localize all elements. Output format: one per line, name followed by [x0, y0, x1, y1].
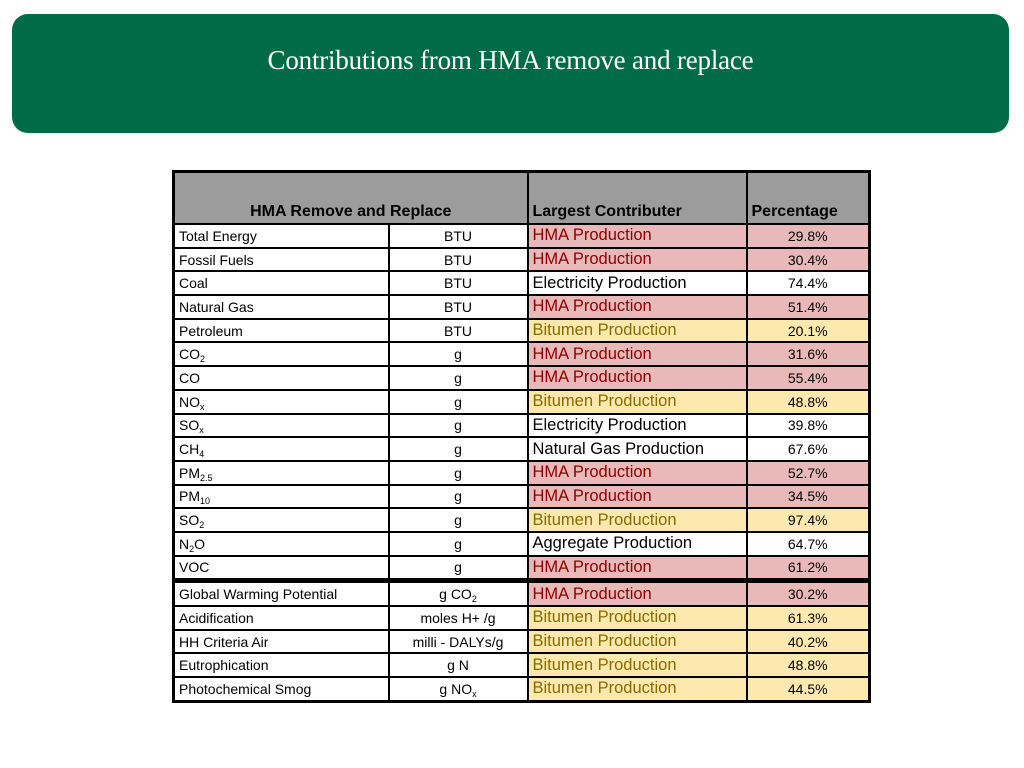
- contributions-table: [172, 170, 871, 703]
- row-unit: [389, 677, 528, 701]
- row-name-text: HH Criteria Air: [179, 633, 269, 650]
- table-row: [174, 461, 870, 485]
- row-name: [174, 532, 389, 556]
- row-name-text: NO: [179, 393, 200, 410]
- row-name: [174, 390, 389, 414]
- row-unit-text: BTU: [444, 251, 472, 268]
- table-row: [174, 271, 870, 295]
- row-name-text: Petroleum: [179, 322, 243, 339]
- row-unit: [389, 606, 528, 630]
- row-percentage: 61.2%: [747, 556, 870, 581]
- row-largest-contributer: Bitumen Production: [528, 508, 747, 532]
- row-name-text: CO: [179, 346, 200, 363]
- row-name: [174, 271, 389, 295]
- table-row: [174, 653, 870, 677]
- row-name-subscript: 10: [200, 496, 211, 507]
- row-name: [174, 248, 389, 272]
- row-largest-contributer: HMA Production: [528, 248, 747, 272]
- row-largest-contributer: Bitumen Production: [528, 606, 747, 630]
- row-percentage: 34.5%: [747, 485, 870, 509]
- row-name-text: Total Energy: [179, 227, 257, 244]
- row-largest-contributer: HMA Production: [528, 342, 747, 366]
- row-name-text: VOC: [179, 559, 210, 576]
- row-name: [174, 581, 389, 606]
- row-percentage: 67.6%: [747, 437, 870, 461]
- row-name: [174, 342, 389, 366]
- table-row: [174, 485, 870, 509]
- row-percentage: 48.8%: [747, 653, 870, 677]
- row-unit-subscript: 2: [471, 594, 477, 605]
- row-name: [174, 630, 389, 654]
- row-name-text: Coal: [179, 275, 208, 292]
- title-banner: [12, 14, 1009, 133]
- row-name: [174, 295, 389, 319]
- table-row: [174, 224, 870, 248]
- row-percentage: 20.1%: [747, 319, 870, 343]
- row-percentage: 44.5%: [747, 677, 870, 701]
- row-name-text: PM: [179, 464, 200, 481]
- row-percentage: 74.4%: [747, 271, 870, 295]
- table-row: [174, 390, 870, 414]
- row-percentage: 55.4%: [747, 366, 870, 390]
- row-largest-contributer: Aggregate Production: [528, 532, 747, 556]
- row-unit: [389, 461, 528, 485]
- row-unit: [389, 271, 528, 295]
- row-percentage: 40.2%: [747, 630, 870, 654]
- table-row: [174, 366, 870, 390]
- table-row: [174, 295, 870, 319]
- row-name-subscript: 4: [199, 449, 205, 460]
- table-row: [174, 630, 870, 654]
- table-row: [174, 606, 870, 630]
- table-row: [174, 414, 870, 438]
- row-unit: [389, 508, 528, 532]
- table-body: [174, 224, 870, 701]
- row-percentage: 51.4%: [747, 295, 870, 319]
- row-name-subscript: 2: [199, 520, 205, 531]
- row-name-text: SO: [179, 512, 200, 529]
- row-name: [174, 224, 389, 248]
- row-unit: [389, 556, 528, 581]
- row-largest-contributer: Bitumen Production: [528, 677, 747, 701]
- row-largest-contributer: HMA Production: [528, 485, 747, 509]
- row-name-suffix: O: [194, 535, 206, 552]
- row-unit-text: milli - DALYs/g: [412, 633, 504, 650]
- row-name: [174, 366, 389, 390]
- row-largest-contributer: Bitumen Production: [528, 390, 747, 414]
- row-largest-contributer: Bitumen Production: [528, 319, 747, 343]
- contributions-table-container: [172, 170, 868, 703]
- table-row: [174, 677, 870, 701]
- row-name-text: SO: [179, 417, 200, 434]
- row-unit: [389, 532, 528, 556]
- row-unit: [389, 224, 528, 248]
- row-name-subscript: 2: [189, 543, 195, 554]
- header-largest-contributer: Largest Contributer: [528, 172, 747, 225]
- row-unit-text: BTU: [444, 298, 472, 315]
- row-name-subscript: x: [199, 425, 204, 436]
- row-largest-contributer: HMA Production: [528, 461, 747, 485]
- row-name-text: Global Warming Potential: [179, 586, 338, 603]
- row-percentage: 29.8%: [747, 224, 870, 248]
- row-name: [174, 677, 389, 701]
- row-name-text: Natural Gas: [179, 298, 254, 315]
- row-largest-contributer: Electricity Production: [528, 414, 747, 438]
- row-percentage: 31.6%: [747, 342, 870, 366]
- row-largest-contributer: Natural Gas Production: [528, 437, 747, 461]
- row-name: [174, 437, 389, 461]
- row-unit-text: g: [454, 417, 462, 434]
- row-percentage: 64.7%: [747, 532, 870, 556]
- header-hma-remove-replace: HMA Remove and Replace: [174, 172, 528, 225]
- row-unit-text: g N: [447, 657, 469, 674]
- row-unit: [389, 485, 528, 509]
- row-largest-contributer: Electricity Production: [528, 271, 747, 295]
- table-row: [174, 556, 870, 581]
- row-unit: [389, 414, 528, 438]
- row-name-text: Acidification: [179, 609, 254, 626]
- row-name-subscript: 2.5: [200, 472, 213, 483]
- row-unit-text: g: [454, 488, 462, 505]
- row-percentage: 52.7%: [747, 461, 870, 485]
- row-unit-text: moles H+ /g: [420, 609, 496, 626]
- row-unit-text: g CO: [439, 586, 472, 603]
- row-name-text: N: [179, 535, 190, 552]
- row-percentage: 48.8%: [747, 390, 870, 414]
- row-unit: [389, 653, 528, 677]
- page-title: Contributions from HMA remove and replace: [267, 45, 754, 75]
- row-name-subscript: x: [200, 401, 205, 412]
- row-name: [174, 508, 389, 532]
- row-unit: [389, 295, 528, 319]
- row-name: [174, 461, 389, 485]
- row-largest-contributer: Bitumen Production: [528, 630, 747, 654]
- row-name: [174, 414, 389, 438]
- row-percentage: 30.2%: [747, 581, 870, 606]
- row-name: [174, 653, 389, 677]
- row-largest-contributer: HMA Production: [528, 581, 747, 606]
- row-percentage: 30.4%: [747, 248, 870, 272]
- row-unit-text: g: [454, 464, 462, 481]
- row-unit-text: BTU: [444, 227, 472, 244]
- row-percentage: 39.8%: [747, 414, 870, 438]
- row-unit-text: BTU: [444, 275, 472, 292]
- row-name-subscript: 2: [200, 354, 206, 365]
- row-unit: [389, 581, 528, 606]
- row-name-text: PM: [179, 488, 200, 505]
- row-unit-text: g: [454, 393, 462, 410]
- row-name: [174, 556, 389, 581]
- row-unit: [389, 437, 528, 461]
- table-row: [174, 342, 870, 366]
- row-unit-text: g: [454, 512, 462, 529]
- table-row: [174, 532, 870, 556]
- row-unit: [389, 248, 528, 272]
- table-row: [174, 437, 870, 461]
- row-name-text: Fossil Fuels: [179, 251, 254, 268]
- row-name: [174, 606, 389, 630]
- row-largest-contributer: HMA Production: [528, 366, 747, 390]
- table-row: [174, 319, 870, 343]
- row-name-text: Eutrophication: [179, 657, 269, 674]
- table-row: [174, 508, 870, 532]
- row-unit-text: g: [454, 535, 462, 552]
- row-largest-contributer: HMA Production: [528, 556, 747, 581]
- row-unit: [389, 342, 528, 366]
- row-unit-text: g: [454, 441, 462, 458]
- row-unit: [389, 390, 528, 414]
- row-percentage: 61.3%: [747, 606, 870, 630]
- row-unit-text: g NO: [439, 680, 473, 697]
- row-unit-text: BTU: [444, 322, 472, 339]
- table-row: [174, 248, 870, 272]
- row-name: [174, 485, 389, 509]
- row-unit: [389, 319, 528, 343]
- row-name: [174, 319, 389, 343]
- row-unit-text: g: [454, 346, 462, 363]
- row-name-text: CH: [179, 441, 200, 458]
- row-largest-contributer: HMA Production: [528, 224, 747, 248]
- row-percentage: 97.4%: [747, 508, 870, 532]
- table-row: [174, 581, 870, 606]
- row-name-text: Photochemical Smog: [179, 680, 312, 697]
- row-unit-text: g: [454, 559, 462, 576]
- header-percentage: Percentage: [747, 172, 870, 225]
- row-unit: [389, 630, 528, 654]
- row-name-text: CO: [179, 369, 200, 386]
- row-unit: [389, 366, 528, 390]
- row-largest-contributer: Bitumen Production: [528, 653, 747, 677]
- table-header-row: [174, 172, 870, 225]
- row-unit-subscript: x: [472, 688, 477, 699]
- row-unit-text: g: [454, 369, 462, 386]
- row-largest-contributer: HMA Production: [528, 295, 747, 319]
